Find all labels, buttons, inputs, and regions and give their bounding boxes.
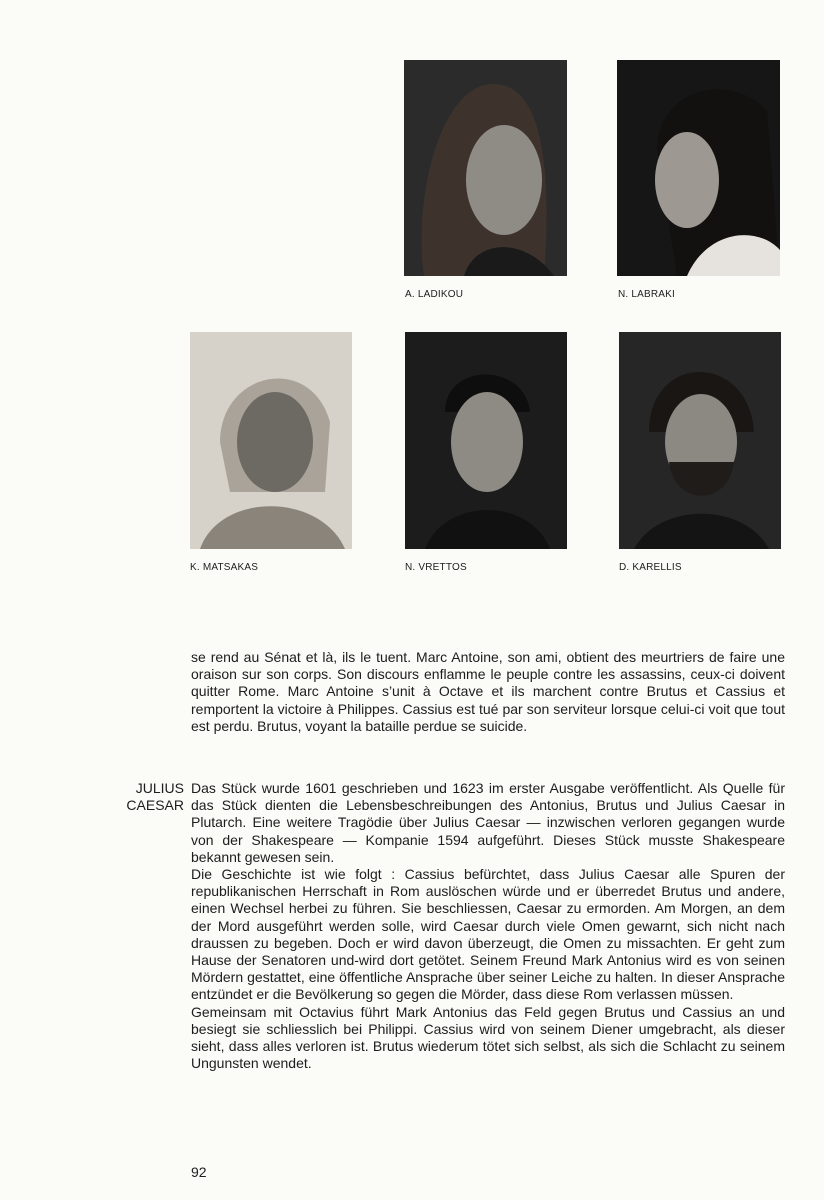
caption-vrettos: N. VRETTOS [405, 562, 467, 573]
section-label-line2: CAESAR [126, 797, 184, 813]
portrait-photo-labraki [617, 60, 780, 276]
german-paragraph-2: Die Geschichte ist wie folgt : Cassius befürchtet, dass Julius Caesar alle Spuren der republikanischen Herrschaft in Rom auslöschen würde und er überredet Brutus und andere, einen Wechsel herbei zu führen. Sie beschliessen, Caesar zu ermorden. Am Morgen, an dem der Mord ausgeführt werden solle, wird Caesar durch viele Omen gewarnt, sich nicht nach draussen zu begeben. Doch er wird davon überzeugt, die Omen zu missachten. Er geht zum Hause der Senatoren und-wird dort getötet. Seinem Freund Mark Antonius wird es von seinen Mördern gestattet, eine öffentliche Ansprache über seiner Leiche zu halten. In dieser Ansprache entzündet er die Bevölkerung so gegen die Mörder, dass diese Rom verlassen müssen. [191, 866, 785, 1003]
section-label [112, 780, 184, 814]
portrait-photo-vrettos [405, 332, 567, 549]
portrait-photo-ladikou [404, 60, 567, 276]
caption-matsakas: K. MATSAKAS [190, 562, 259, 573]
portrait-photo-karellis [619, 332, 781, 549]
german-paragraph-1: Das Stück wurde 1601 geschrieben und 1623 im erster Ausgabe veröffentlicht. Als Quelle für das Stück dienten die Lebensbeschreibungen des Antonius, Brutus und Julius Caesar in Plutarch. Eine weitere Tragödie über Julius Caesar — inzwischen verloren gegangen wurde von der Shakespeare — Kompanie 1594 aufgeführt. Dieses Stück musste Shakespeare bekannt gewesen sein. [191, 780, 785, 865]
page-number: 92 [191, 1164, 207, 1180]
portrait-photo-matsakas [190, 332, 352, 549]
section-label-line1: JULIUS [135, 780, 184, 796]
french-paragraph [191, 649, 785, 735]
german-paragraph-3: Gemeinsam mit Octavius führt Mark Antonius das Feld gegen Brutus und Cassius an und besiegt sie schliesslich bei Philippi. Cassius wird von seinem Diener umgebracht, als dieser sieht, dass alles verloren ist. Brutus wiederum tötet sich selbst, als sich die Schlacht zu seinem Ungunsten wendet. [191, 1003, 785, 1072]
french-paragraph-text: se rend au Sénat et là, ils le tuent. Marc Antoine, son ami, obtient des meurtriers de faire une oraison sur son corps. Son discours enflamme le peuple contre les assassins, ceux-ci doivent quitter Rome. Marc Antoine s’unit à Octave et ils marchent contre Brutus et Cassius et remportent la victoire à Philippes. Cassius est tué par son serviteur lorsque celui-ci voit que tout est perdu. Brutus, voyant la bataille perdue se suicide. [191, 649, 785, 734]
caption-karellis: D. KARELLIS [619, 562, 682, 573]
caption-labraki: N. LABRAKI [618, 289, 676, 300]
caption-ladikou: A. LADIKOU [405, 289, 464, 300]
german-text-block [191, 780, 785, 1072]
